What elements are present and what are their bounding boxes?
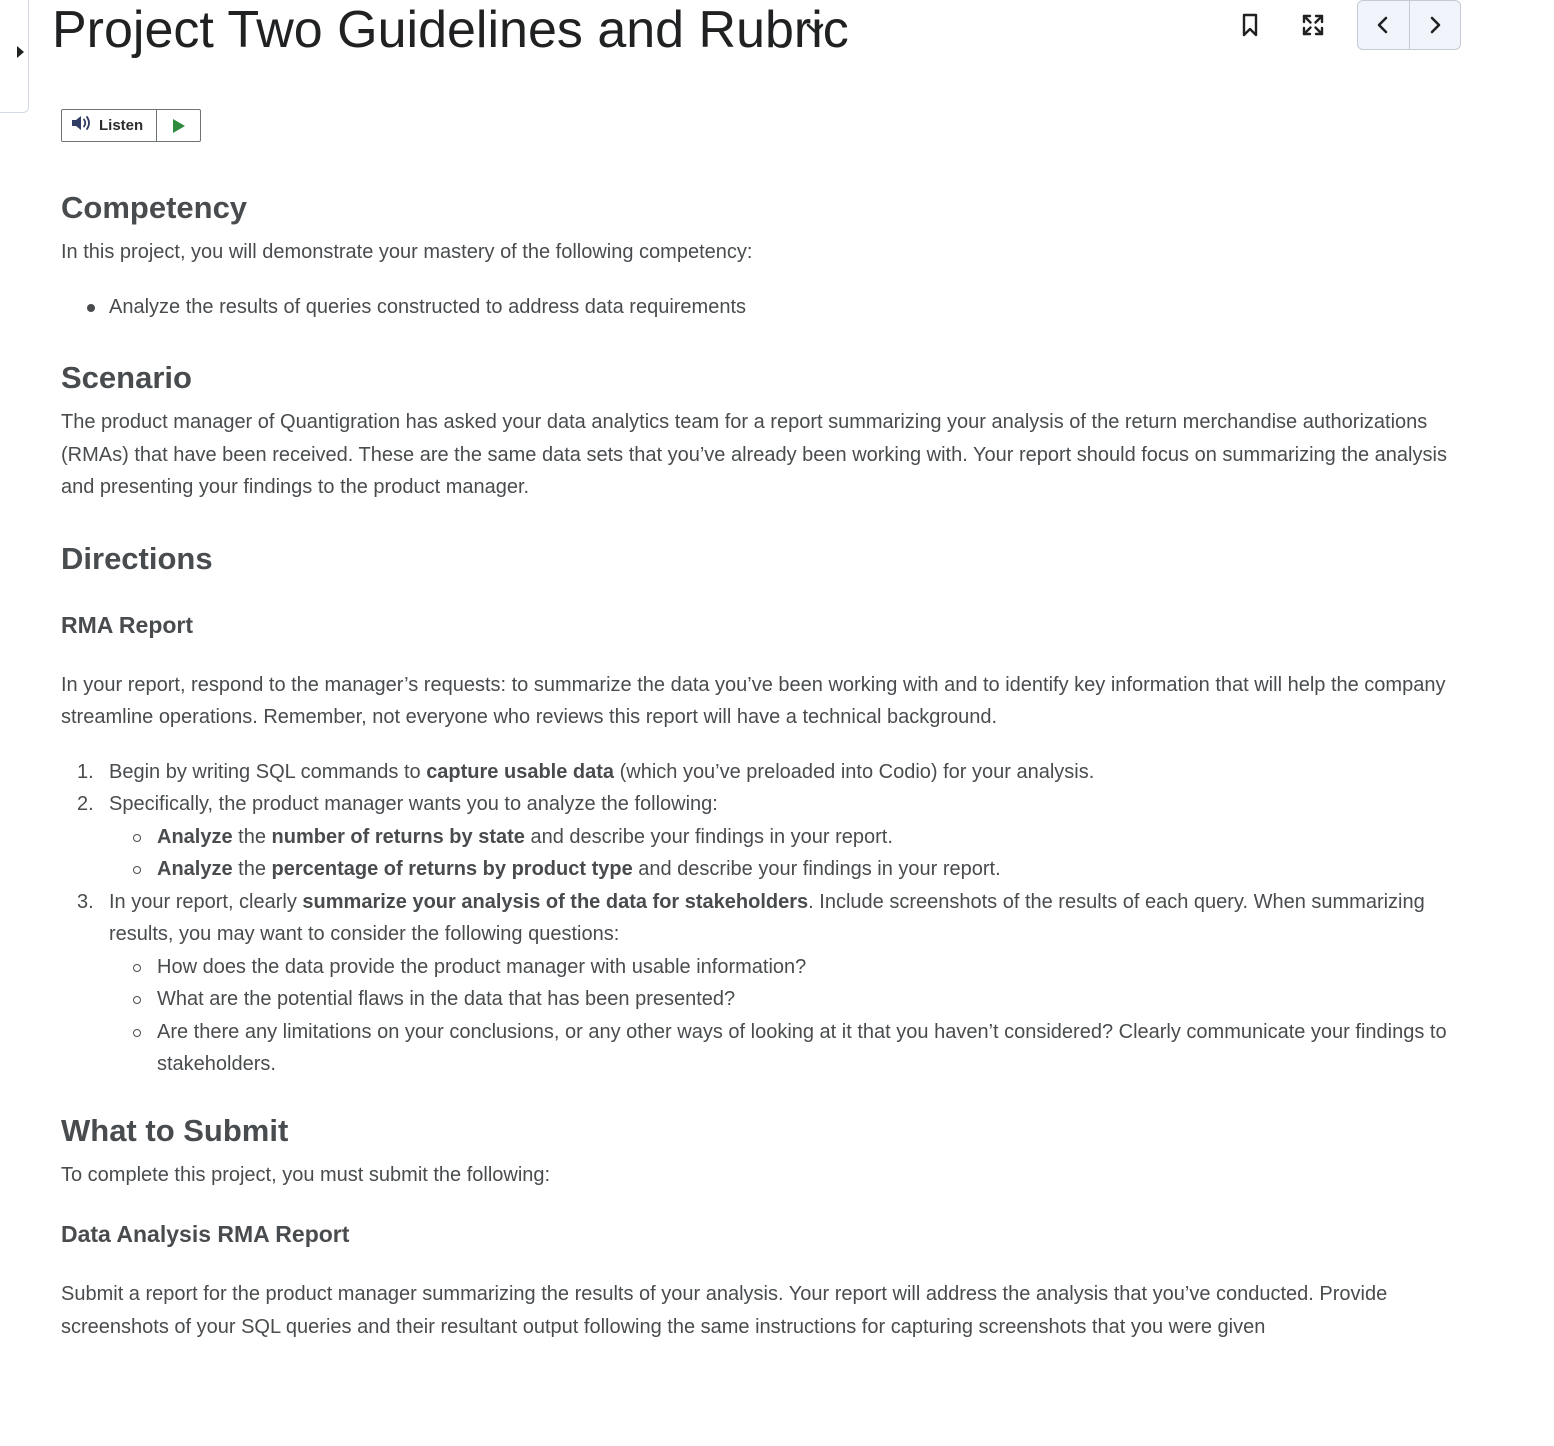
step-text: and describe your findings in your report.	[524, 825, 893, 848]
directions-intro: In your report, respond to the manager’s requests: to summarize the data you’ve been working with and to identify key information that will help the company streamline operations. Remember, not everyone who reviews this report will have a technical background.	[61, 673, 1446, 728]
submit-text: Submit a report for the product manager summarizing the results of your analysis. Your report will address the analysis that you’ve conducted. Provide screenshots of your SQL queries and their resultant output following the same instructions for capturing screenshots that you were given	[61, 1283, 1388, 1338]
step-emphasis: number of returns by state	[271, 825, 525, 848]
competency-intro: In this project, you will demonstrate your mastery of the following competency:	[61, 241, 753, 263]
speaker-icon	[71, 114, 93, 137]
step-text: . Include screenshots of the results of each query. When summarizing results, you may want to consider the following questions:	[109, 890, 1425, 945]
list-item: Are there any limitations on your conclusions, or any other ways of looking at it that you haven’t considered? Clearly communicate your findings to stakeholders.	[109, 1016, 1461, 1081]
directions-heading: Directions	[61, 540, 213, 576]
list-item	[61, 886, 1461, 1081]
step-number: 3.	[77, 890, 94, 913]
step-text: In your report, clearly	[109, 890, 303, 913]
step-emphasis: Analyze	[157, 825, 233, 848]
list-item	[61, 756, 1461, 789]
next-topic-button[interactable]	[1409, 1, 1461, 49]
previous-topic-button[interactable]	[1358, 1, 1409, 49]
chevron-down-icon[interactable]	[803, 16, 827, 40]
list-item: Analyze the results of queries constructed to address data requirements	[61, 291, 1461, 324]
analysis-list	[109, 821, 1461, 886]
scenario-heading: Scenario	[61, 360, 192, 395]
step-text: Specifically, the product manager wants you to analyze the following:	[109, 793, 718, 815]
play-icon	[172, 118, 186, 134]
step-text: (which you’ve preloaded into Codio) for your analysis.	[614, 760, 1095, 783]
chevron-left-icon	[1375, 15, 1391, 35]
fullscreen-icon[interactable]	[1298, 10, 1328, 40]
step-text: the	[232, 858, 272, 880]
step-text: the	[232, 825, 272, 848]
submit-heading: What to Submit	[61, 1112, 289, 1148]
bookmark-icon[interactable]	[1235, 10, 1265, 40]
listen-button[interactable]	[62, 110, 157, 141]
chevron-right-icon	[1427, 15, 1443, 35]
scenario-text: The product manager of Quantigration has asked your data analytics team for a report summarizing your analysis of the return merchandise authorizations (RMAs) that have been received. These are the same data sets that you’ve already been working with. Your report should focus on summarizing the analysis and presenting your findings to the product manager.	[61, 411, 1447, 498]
step-emphasis: Analyze	[157, 858, 233, 880]
list-item	[109, 853, 1461, 886]
read-aloud-widget	[61, 109, 201, 142]
content-body	[61, 180, 1461, 1343]
step-emphasis: summarize your analysis of the data for stakeholders	[302, 890, 809, 913]
play-button[interactable]	[157, 110, 200, 141]
step-number: 1.	[77, 760, 94, 783]
competency-heading: Competency	[61, 190, 248, 225]
page-title: Project Two Guidelines and Rubric	[52, 1, 849, 59]
list-item: How does the data provide the product manager with usable information?	[109, 951, 1461, 984]
rma-report-heading: RMA Report	[61, 611, 194, 638]
list-item	[109, 821, 1461, 854]
listen-label: Listen	[99, 117, 144, 134]
step-emphasis: percentage of returns by product type	[271, 858, 633, 880]
step-emphasis: capture usable data	[426, 760, 615, 783]
topbar	[0, 0, 1554, 60]
topic-navigation	[1357, 0, 1461, 50]
step-number: 2.	[77, 793, 94, 815]
step-text: and describe your findings in your report.	[632, 858, 1001, 880]
report-heading: Data Analysis RMA Report	[61, 1221, 350, 1247]
submit-intro: To complete this project, you must submit the following:	[61, 1163, 551, 1186]
list-item	[61, 788, 1461, 886]
step-text: Begin by writing SQL commands to	[109, 760, 427, 783]
competency-list	[61, 291, 1461, 324]
list-item: What are the potential flaws in the data that has been presented?	[109, 983, 1461, 1016]
questions-list	[109, 951, 1461, 1081]
directions-steps	[61, 756, 1461, 1081]
